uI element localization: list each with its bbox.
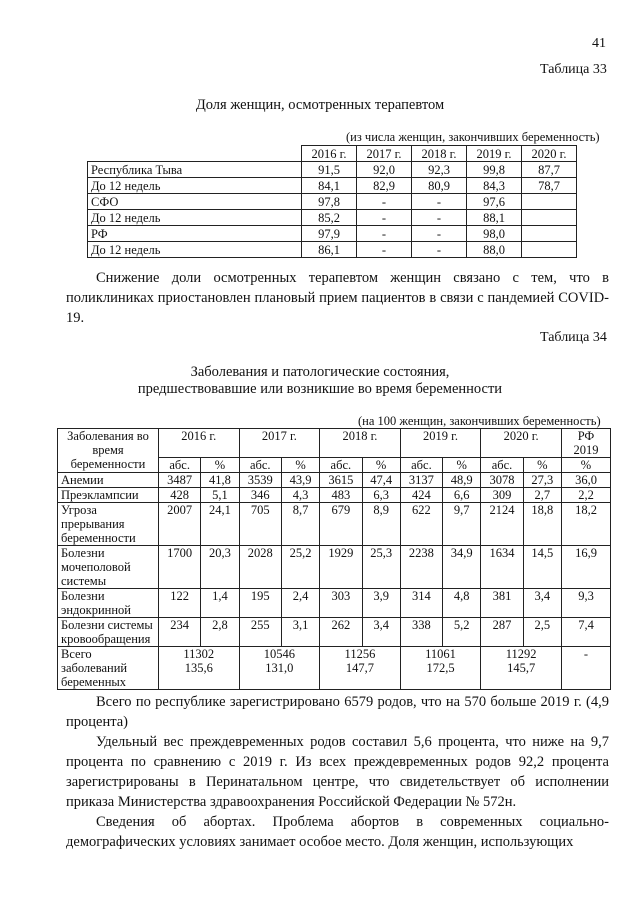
cell: 424 <box>400 488 442 503</box>
cell: 9,7 <box>443 503 481 546</box>
cell <box>522 226 577 242</box>
total-cell <box>320 647 401 690</box>
cell: 16,9 <box>562 546 611 589</box>
cell: 92,3 <box>412 162 467 178</box>
cell: 381 <box>481 589 523 618</box>
table-row <box>88 210 577 226</box>
table-row <box>88 162 577 178</box>
table-34-year: 2017 г. <box>239 429 320 458</box>
cell: 80,9 <box>412 178 467 194</box>
row-label: РФ <box>88 226 302 242</box>
rf-header: РФ 2019 <box>562 429 611 458</box>
cell <box>522 242 577 258</box>
cell: - <box>357 242 412 258</box>
cell: 3615 <box>320 473 362 488</box>
page-number: 41 <box>592 36 606 51</box>
abs-header: абс. <box>239 458 281 473</box>
table-33-year: 2020 г. <box>522 146 577 162</box>
table-33-empty-cell <box>88 146 302 162</box>
paragraph-premature: Удельный вес преждевременных родов составил 5,6 процента, что ниже на 9,7 процента по сравнению с 2019 г. Из всех преждевременных родов 92,2 процента зарегистрированы в Перинатальном центре, что свидетельствует об исполнении приказа Министерства здравоохранения Российской Федерации № 572н. <box>66 734 609 810</box>
table-34 <box>57 428 611 690</box>
cell: 14,5 <box>523 546 561 589</box>
cell: 2124 <box>481 503 523 546</box>
pct-header: % <box>281 458 319 473</box>
table-34-header-row <box>58 429 611 458</box>
cell: 705 <box>239 503 281 546</box>
table-row <box>58 546 611 589</box>
total-cell <box>400 647 481 690</box>
cell: - <box>412 210 467 226</box>
table-34-title-line1: Заболевания и патологические состояния, <box>190 364 450 380</box>
row-label: Преэклампсии <box>58 488 159 503</box>
row-label: Анемии <box>58 473 159 488</box>
cell: 82,9 <box>357 178 412 194</box>
row-label: Болезни мочеполовой системы <box>58 546 159 589</box>
cell: 6,3 <box>362 488 400 503</box>
table-33-unit: (из числа женщин, закончивших беременность) <box>346 130 600 144</box>
pct-header: % <box>562 458 611 473</box>
cell: 85,2 <box>302 210 357 226</box>
cell: 97,9 <box>302 226 357 242</box>
cell: 84,1 <box>302 178 357 194</box>
cell: 2007 <box>159 503 201 546</box>
cell: 8,9 <box>362 503 400 546</box>
cell: 99,8 <box>467 162 522 178</box>
cell: 36,0 <box>562 473 611 488</box>
table-34-year: 2019 г. <box>400 429 481 458</box>
cell: 1,4 <box>201 589 239 618</box>
cell: 2,7 <box>523 488 561 503</box>
pct-header: % <box>523 458 561 473</box>
cell: - <box>412 226 467 242</box>
total-cell <box>239 647 320 690</box>
row-label: До 12 недель <box>88 242 302 258</box>
row-label: До 12 недель <box>88 210 302 226</box>
cell: 7,4 <box>562 618 611 647</box>
cell: - <box>357 226 412 242</box>
cell: 47,4 <box>362 473 400 488</box>
total-pct: 131,0 <box>265 661 294 675</box>
cell: 428 <box>159 488 201 503</box>
cell: 6,6 <box>443 488 481 503</box>
cell: 3137 <box>400 473 442 488</box>
total-label: Всего заболеваний беременных <box>58 647 159 690</box>
cell: 2,2 <box>562 488 611 503</box>
total-pct: 145,7 <box>507 661 536 675</box>
table-34-unit: (на 100 женщин, закончивших беременность) <box>358 414 601 428</box>
table-33-caption: Таблица 33 <box>540 62 607 77</box>
cell: 24,1 <box>201 503 239 546</box>
abs-header: абс. <box>400 458 442 473</box>
table-34-title-line2: предшествовавшие или возникшие во время беременности <box>137 381 503 397</box>
cell: 78,7 <box>522 178 577 194</box>
table-row <box>58 618 611 647</box>
total-cell <box>159 647 240 690</box>
row-label: СФО <box>88 194 302 210</box>
cell: 3078 <box>481 473 523 488</box>
cell: 88,1 <box>467 210 522 226</box>
col-label-header: Заболевания во время беременности <box>58 429 159 473</box>
cell: 91,5 <box>302 162 357 178</box>
cell: 679 <box>320 503 362 546</box>
row-label: Угроза прерывания беременности <box>58 503 159 546</box>
table-33-title: Доля женщин, осмотренных терапевтом <box>195 97 445 113</box>
pct-header: % <box>443 458 481 473</box>
table-33-year: 2019 г. <box>467 146 522 162</box>
table-33-year: 2016 г. <box>302 146 357 162</box>
cell: 2,4 <box>281 589 319 618</box>
cell: - <box>412 194 467 210</box>
table-34-year: 2016 г. <box>159 429 240 458</box>
cell: 98,0 <box>467 226 522 242</box>
table-row <box>88 194 577 210</box>
cell: 3,4 <box>523 589 561 618</box>
row-label: Республика Тыва <box>88 162 302 178</box>
cell: 3,9 <box>362 589 400 618</box>
cell: - <box>357 210 412 226</box>
table-row <box>58 488 611 503</box>
table-row <box>58 503 611 546</box>
cell <box>522 194 577 210</box>
cell <box>522 210 577 226</box>
total-pct: 135,6 <box>184 661 213 675</box>
cell: 18,2 <box>562 503 611 546</box>
abs-header: абс. <box>159 458 201 473</box>
table-row <box>88 178 577 194</box>
cell: 84,3 <box>467 178 522 194</box>
table-34-year: 2020 г. <box>481 429 562 458</box>
cell: 25,2 <box>281 546 319 589</box>
total-pct: 172,5 <box>426 661 455 675</box>
cell: 3,4 <box>362 618 400 647</box>
cell: 2028 <box>239 546 281 589</box>
total-cell <box>481 647 562 690</box>
cell: 1700 <box>159 546 201 589</box>
table-33 <box>87 145 577 258</box>
total-rf: - <box>562 647 611 690</box>
row-label: До 12 недель <box>88 178 302 194</box>
total-abs: 10546 <box>263 647 295 661</box>
cell: 303 <box>320 589 362 618</box>
table-row <box>88 226 577 242</box>
cell: 1929 <box>320 546 362 589</box>
cell: 2,5 <box>523 618 561 647</box>
cell: 86,1 <box>302 242 357 258</box>
pct-header: % <box>362 458 400 473</box>
table-33-year: 2017 г. <box>357 146 412 162</box>
cell: 483 <box>320 488 362 503</box>
cell: 34,9 <box>443 546 481 589</box>
cell: 287 <box>481 618 523 647</box>
table-33-header-row <box>88 146 577 162</box>
cell: 43,9 <box>281 473 319 488</box>
total-abs: 11061 <box>425 647 456 661</box>
cell: 4,8 <box>443 589 481 618</box>
cell: 2238 <box>400 546 442 589</box>
cell: 88,0 <box>467 242 522 258</box>
table-34-year: 2018 г. <box>320 429 401 458</box>
row-label: Болезни эндокринной <box>58 589 159 618</box>
cell: 41,8 <box>201 473 239 488</box>
cell: 622 <box>400 503 442 546</box>
total-abs: 11292 <box>505 647 537 661</box>
cell: 8,7 <box>281 503 319 546</box>
cell: 3487 <box>159 473 201 488</box>
cell: 48,9 <box>443 473 481 488</box>
total-pct: 147,7 <box>345 661 374 675</box>
cell: 314 <box>400 589 442 618</box>
pct-header: % <box>201 458 239 473</box>
paragraph-abortions: Сведения об абортах. Проблема абортов в современных социально-демографических условиях занимает особое место. Доля женщин, использующих <box>66 814 609 850</box>
cell: 195 <box>239 589 281 618</box>
cell: 122 <box>159 589 201 618</box>
cell: - <box>357 194 412 210</box>
cell: 20,3 <box>201 546 239 589</box>
total-abs: 11256 <box>344 647 376 661</box>
table-34-caption: Таблица 34 <box>540 330 607 345</box>
table-row <box>88 242 577 258</box>
cell: 3539 <box>239 473 281 488</box>
cell: 9,3 <box>562 589 611 618</box>
paragraph-covid: Снижение доли осмотренных терапевтом женщин связано с тем, что в поликлиниках приостановлен плановый прием пациентов в связи с пандемией COVID-19. <box>66 270 609 326</box>
cell: 25,3 <box>362 546 400 589</box>
cell: 27,3 <box>523 473 561 488</box>
total-abs: 11302 <box>183 647 215 661</box>
cell: - <box>412 242 467 258</box>
table-33-year: 2018 г. <box>412 146 467 162</box>
cell: 262 <box>320 618 362 647</box>
row-label: Болезни системы кровообращения <box>58 618 159 647</box>
abs-header: абс. <box>481 458 523 473</box>
cell: 338 <box>400 618 442 647</box>
cell: 92,0 <box>357 162 412 178</box>
cell: 234 <box>159 618 201 647</box>
cell: 3,1 <box>281 618 319 647</box>
cell: 2,8 <box>201 618 239 647</box>
table-row <box>58 473 611 488</box>
cell: 4,3 <box>281 488 319 503</box>
cell: 255 <box>239 618 281 647</box>
cell: 346 <box>239 488 281 503</box>
cell: 5,1 <box>201 488 239 503</box>
cell: 18,8 <box>523 503 561 546</box>
table-row <box>58 589 611 618</box>
cell: 97,8 <box>302 194 357 210</box>
cell: 97,6 <box>467 194 522 210</box>
cell: 87,7 <box>522 162 577 178</box>
table-total-row <box>58 647 611 690</box>
cell: 1634 <box>481 546 523 589</box>
paragraph-births: Всего по республике зарегистрировано 6579 родов, что на 570 больше 2019 г. (4,9 процента) <box>66 694 609 730</box>
cell: 309 <box>481 488 523 503</box>
cell: 5,2 <box>443 618 481 647</box>
abs-header: абс. <box>320 458 362 473</box>
